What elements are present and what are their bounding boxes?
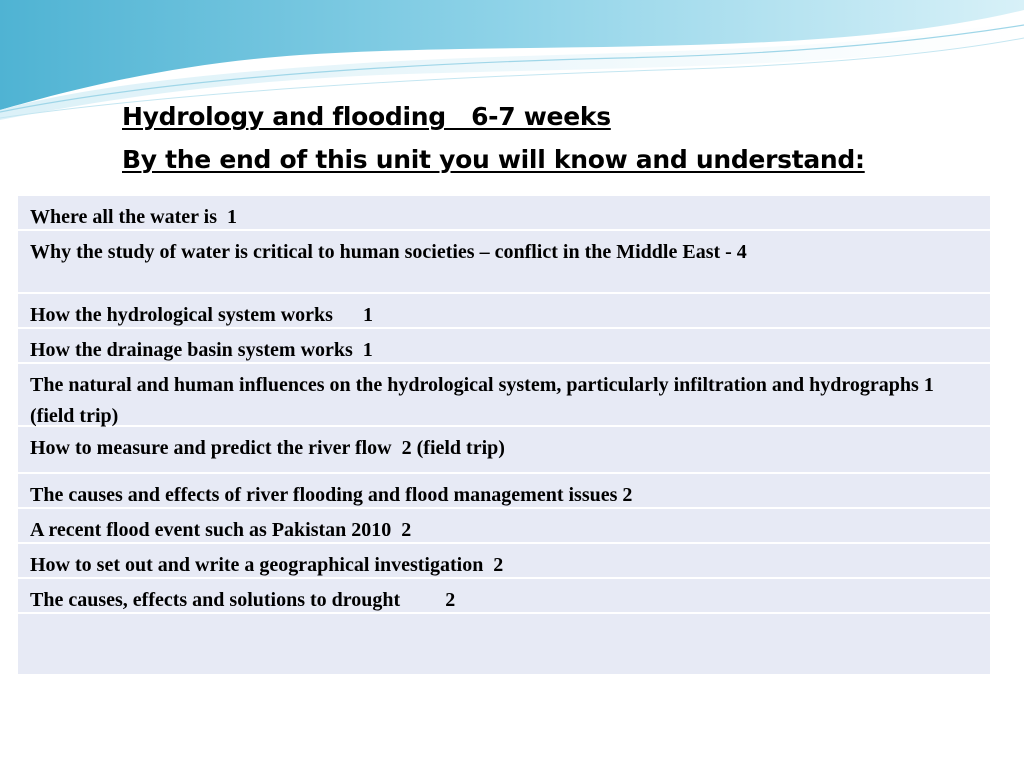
topic-cell: How to measure and predict the river flow 2 (field trip) <box>30 437 505 459</box>
table-row <box>18 614 990 674</box>
title-line-2: By the end of this unit you will know and understand: <box>122 145 865 174</box>
table-row <box>18 509 990 544</box>
table-row <box>18 427 990 474</box>
topic-cell: How the drainage basin system works 1 <box>30 339 373 361</box>
topic-cell: How the hydrological system works 1 <box>30 304 373 326</box>
topic-cell: The causes, effects and solutions to drought 2 <box>30 589 456 611</box>
topic-cell: A recent flood event such as Pakistan 2010 2 <box>30 519 412 541</box>
topic-cell: Where all the water is 1 <box>30 206 238 228</box>
topic-cell: The natural and human influences on the hydrological system, particularly infiltration and hydrographs 1 (field trip) <box>30 374 939 427</box>
table-row <box>18 294 990 329</box>
table-row <box>18 196 990 231</box>
slide-title <box>122 95 1002 181</box>
topics-table <box>18 196 990 674</box>
topic-cell: The causes and effects of river flooding and flood management issues 2 <box>30 484 633 506</box>
table-row <box>18 579 990 614</box>
topic-cell: How to set out and write a geographical investigation 2 <box>30 554 504 576</box>
title-line-1: Hydrology and flooding 6-7 weeks <box>122 102 611 131</box>
topic-cell: Why the study of water is critical to human societies – conflict in the Middle East - 4 <box>30 241 747 263</box>
table-row <box>18 231 990 294</box>
table-row <box>18 364 990 427</box>
table-row <box>18 474 990 509</box>
table-row <box>18 329 990 364</box>
table-row <box>18 544 990 579</box>
